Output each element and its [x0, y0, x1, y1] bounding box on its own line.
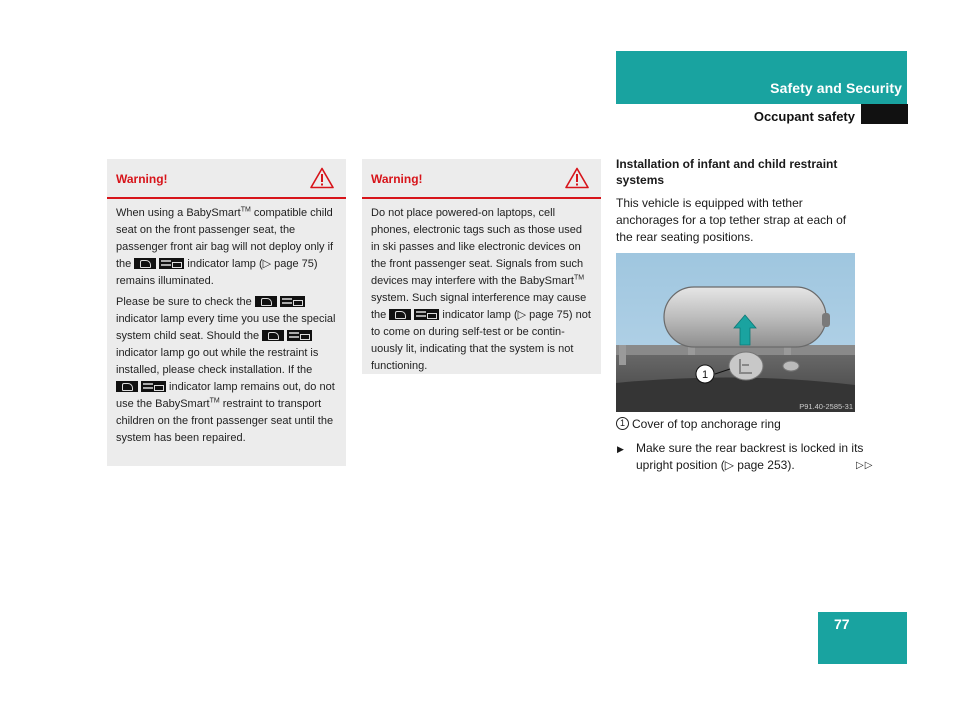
- warning-label: Warning!: [116, 172, 168, 186]
- warning-header: [362, 159, 601, 199]
- text-run: indicator lamp remains out, do not use the BabySmart: [116, 381, 335, 410]
- warning-label: Warning!: [371, 172, 423, 186]
- warning-paragraph: [116, 294, 337, 447]
- page-number-band: [818, 612, 907, 664]
- photo-caption: [616, 417, 781, 431]
- warning-header: [107, 159, 346, 199]
- trademark: TM: [240, 206, 251, 214]
- bullet-arrow-icon: ▶: [617, 444, 624, 454]
- warning-box-1: [107, 159, 346, 466]
- header-band: [616, 51, 907, 104]
- passenger-airbag-off-indicator-icon: [134, 258, 184, 269]
- text-run: indicator lamp (▷ page 75) not to come on during self-test or be contin-uously lit, indicating that the system is not functioning.: [371, 309, 591, 372]
- text-run: Do not place powered-on laptops, cell phones, electronic tags such as those used in ski passes and like electronic devices on the front passenger seat. Signals from such devices may interfere with the BabySmart: [371, 207, 584, 287]
- headrest-anchorage-photo: [616, 253, 855, 412]
- text-run: indicator lamp (▷ page 75) remains illuminated.: [116, 258, 318, 287]
- caption-text: Cover of top anchorage ring: [632, 417, 781, 431]
- installation-intro: This vehicle is equipped with tether anchorages for a top tether strap at each of the rear seating positions.: [616, 196, 847, 244]
- callout-number: 1: [616, 417, 629, 430]
- passenger-airbag-off-indicator-icon: [255, 296, 305, 307]
- page-number: 77: [834, 616, 850, 632]
- instruction-text: Make sure the rear backrest is locked in its upright position (▷ page 253).: [636, 441, 864, 472]
- warning-triangle-icon: [565, 167, 589, 189]
- text-run: When using a BabySmart: [116, 207, 241, 219]
- text-run: Please be sure to check the: [116, 296, 255, 308]
- passenger-airbag-off-indicator-icon: [116, 381, 166, 392]
- text-run: indicator lamp every time you use the special system child seat. Should the: [116, 313, 336, 342]
- text-run: system. Such signal interference may cause the: [371, 292, 587, 321]
- passenger-airbag-off-indicator-icon: [262, 330, 312, 341]
- warning-paragraph: [116, 205, 337, 290]
- trademark: TM: [209, 397, 220, 405]
- instruction-item: [616, 440, 876, 474]
- text-run: compatible child seat on the front passenger seat, the passenger front air bag will not deploy only if the: [116, 207, 334, 270]
- trademark: TM: [573, 274, 585, 282]
- installation-heading: Installation of infant and child restraint systems: [616, 157, 838, 187]
- warning-triangle-icon: [310, 167, 334, 189]
- header-marker: [861, 104, 908, 124]
- section-title: Safety and Security: [770, 80, 902, 96]
- photo-code: P91.40-2585-31: [799, 402, 853, 411]
- warning-text: [107, 199, 346, 447]
- warning-text: [362, 199, 601, 375]
- photo-callout-label: 1: [701, 369, 709, 381]
- text-run: restraint to transport children on the front passenger seat until the system has been repaired.: [116, 398, 334, 444]
- continued-marker: ▷▷: [856, 460, 874, 471]
- text-run: indicator lamp go out while the restraint is installed, please check installation. If the: [116, 347, 319, 376]
- warning-box-2: [362, 159, 601, 374]
- subsection-title: Occupant safety: [753, 109, 855, 124]
- warning-paragraph: [371, 205, 592, 375]
- passenger-airbag-off-indicator-icon: [389, 309, 439, 320]
